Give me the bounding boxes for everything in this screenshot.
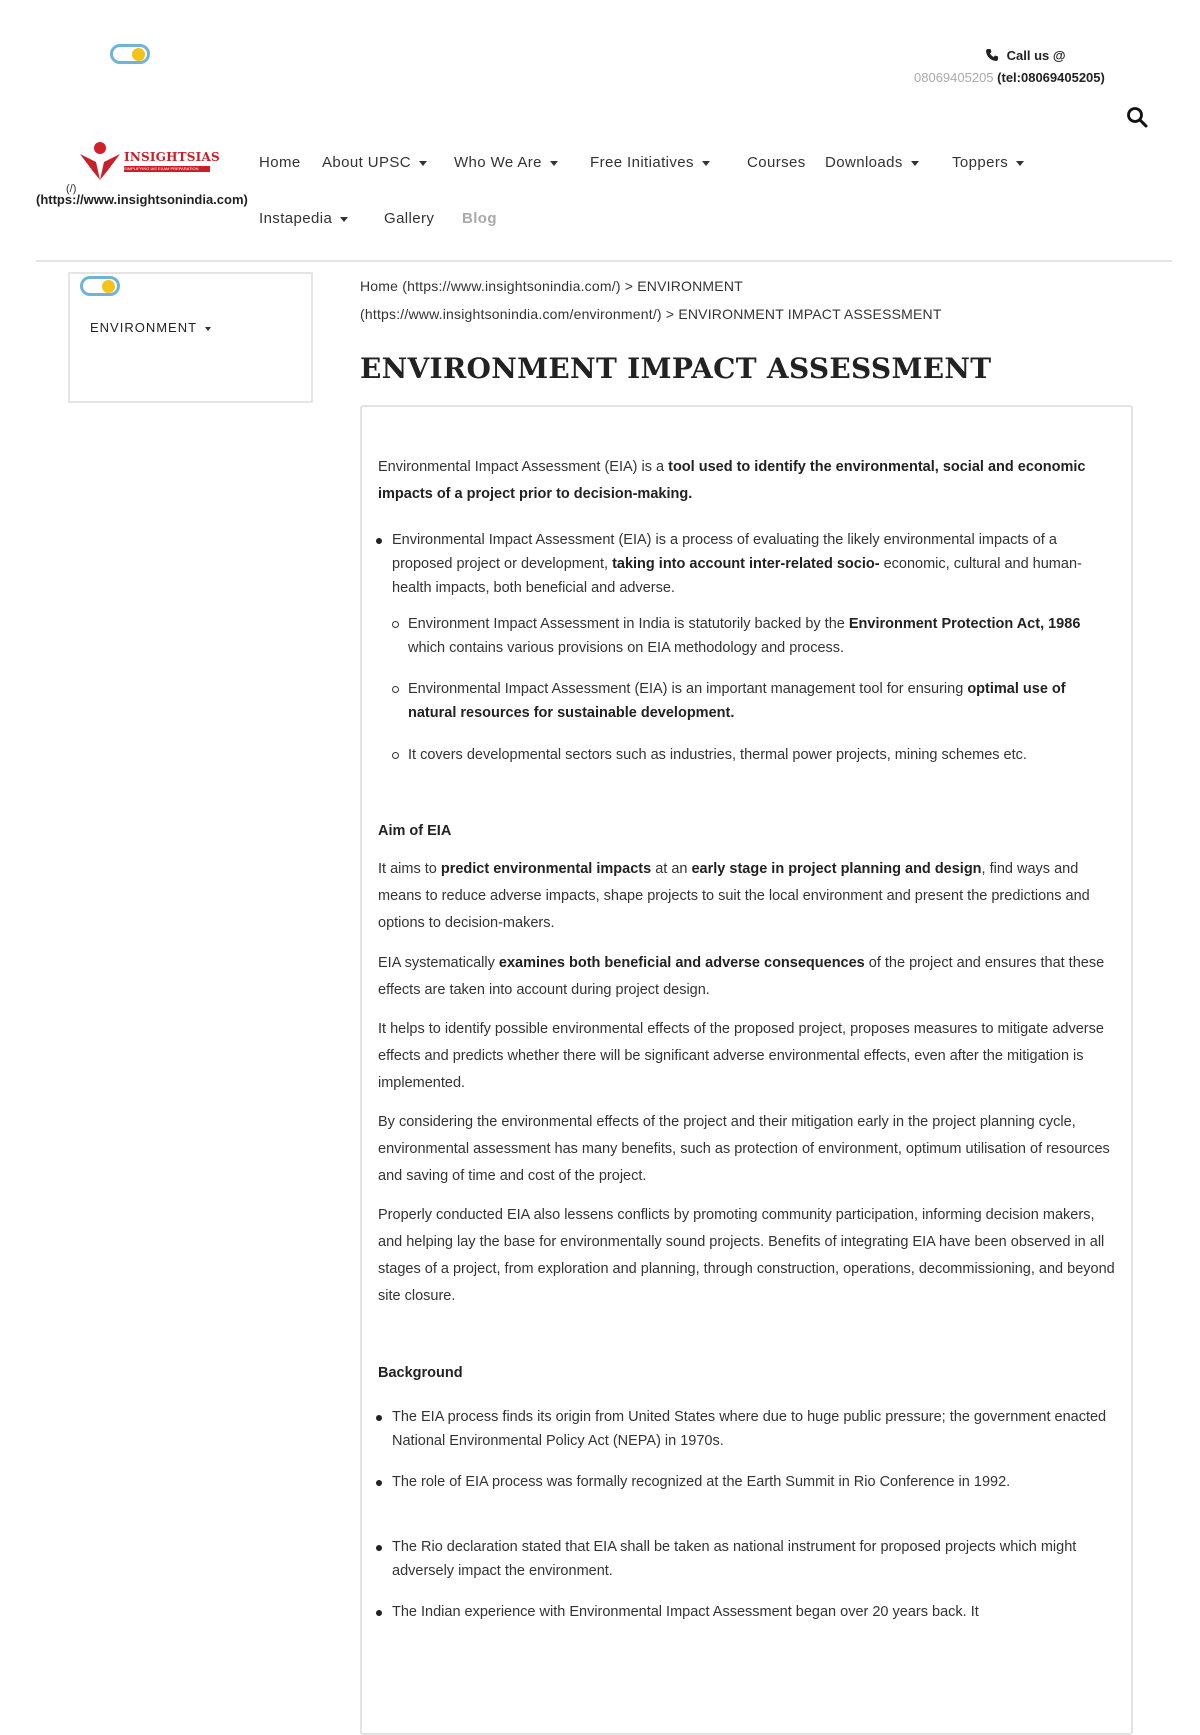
nav-about-upsc-label: About UPSC <box>322 154 412 171</box>
breadcrumb-line-1[interactable]: Home (https://www.insightsonindia.com/) > ENVIRONMENT <box>360 278 743 294</box>
list-item: The EIA process finds its origin from United States where due to huge public pressure; the government enacted National Environmental Policy Act (NEPA) in 1970s. <box>392 1405 1116 1453</box>
s1-text-a: Environment Impact Assessment in India is statutorily backed by the <box>408 616 849 632</box>
aim-text-a: It aims to <box>378 861 441 877</box>
phone-number[interactable]: 08069405205 <box>914 70 994 85</box>
s2-bold: optimal use of natural resources for sustainable development. <box>408 681 1066 721</box>
sidebar-item-environment[interactable] <box>90 320 211 335</box>
toggle-knob <box>102 280 115 293</box>
chevron-down-icon <box>550 161 558 166</box>
call-us <box>985 48 1066 63</box>
nav-free-initiatives-label: Free Initiatives <box>590 154 694 171</box>
sub-list-item <box>408 612 1116 660</box>
nav-instapedia-label: Instapedia <box>259 210 333 227</box>
chevron-down-icon <box>340 217 348 222</box>
phone-icon <box>985 48 999 62</box>
paragraph: Properly conducted EIA also lessens conflicts by promoting community participation, informing decision makers, and helping lay the base for environmentally sound projects. Benefits of integrating EIA have been observed in all stages of a project, from exploration and planning, through construction, operations, decommissioning, and beyond site closure. <box>378 1207 1115 1304</box>
b1-text-c: economic, cultural and human-health impacts, both beneficial and adverse. <box>392 556 1082 596</box>
phone-link[interactable]: (tel:08069405205) <box>997 70 1105 85</box>
nav-courses-label: Courses <box>747 154 806 171</box>
logo[interactable] <box>78 140 220 182</box>
nav-instapedia[interactable] <box>259 210 348 227</box>
paragraph: It helps to identify possible environmental effects of the proposed project, proposes measures to mitigate adverse effects and predicts whether there will be significant adverse environmental effects, even after the mitigation is implemented. <box>378 1021 1104 1091</box>
toggle-knob <box>132 48 145 61</box>
chevron-down-icon <box>205 327 211 331</box>
chevron-down-icon <box>702 161 710 166</box>
phone-line[interactable] <box>914 70 1105 85</box>
nav-downloads-label: Downloads <box>825 154 903 171</box>
breadcrumb-line-2[interactable]: (https://www.insightsonindia.com/environment/) > ENVIRONMENT IMPACT ASSESSMENT <box>360 306 942 322</box>
intro-bold: tool used to identify the environmental, social and economic impacts of a project prior to decision-making. <box>378 459 1086 502</box>
nav-free-initiatives[interactable] <box>590 154 710 171</box>
logo-slash-text[interactable]: (/) <box>66 183 77 195</box>
s2-text-a: Environmental Impact Assessment (EIA) is an important management tool for ensuring <box>408 681 968 697</box>
call-label: Call us @ <box>1006 48 1066 63</box>
sub-list-item <box>408 743 1116 767</box>
nav-courses[interactable] <box>747 154 806 171</box>
sub-list-item <box>408 677 1116 725</box>
list-item <box>392 528 1116 600</box>
chevron-down-icon <box>419 161 427 166</box>
nav-who-we-are[interactable] <box>454 154 558 171</box>
p2-bold: examines both beneficial and adverse consequences <box>498 955 865 971</box>
sidebar-item-label: ENVIRONMENT <box>90 320 198 335</box>
chevron-down-icon <box>1016 161 1024 166</box>
sidebar-toggle[interactable] <box>80 276 120 296</box>
nav-who-we-are-label: Who We Are <box>454 154 542 171</box>
nav-gallery-label: Gallery <box>384 210 435 227</box>
logo-figure-icon <box>78 140 122 182</box>
s1-bold: Environment Protection Act, 1986 <box>848 616 1081 632</box>
s1-text-c: which contains various provisions on EIA methodology and process. <box>408 640 845 656</box>
aim-text-c: at an <box>651 861 692 877</box>
sidebar <box>68 272 313 403</box>
b1-bold: taking into account inter-related socio- <box>612 556 880 572</box>
aim-paragraph <box>378 856 1118 937</box>
nav-downloads[interactable] <box>825 154 919 171</box>
intro-paragraph <box>378 454 1118 508</box>
aim-bold-2: early stage in project planning and design <box>691 861 982 877</box>
background-heading: Background <box>378 1365 463 1381</box>
paragraph <box>378 950 1118 1004</box>
aim-heading: Aim of EIA <box>378 823 452 839</box>
nav-blog[interactable] <box>462 210 497 227</box>
nav-toppers[interactable] <box>952 154 1024 171</box>
paragraph: By considering the environmental effects of the project and their mitigation early in the project planning cycle, environmental assessment has many benefits, such as protection of environment, optimum utilisation of resources and saving of time and cost of the project. <box>378 1114 1110 1184</box>
header-divider <box>36 260 1172 262</box>
nav-toppers-label: Toppers <box>952 154 1009 171</box>
theme-toggle[interactable] <box>110 44 150 64</box>
s3-text: It covers developmental sectors such as industries, thermal power projects, mining schemes etc. <box>408 747 1027 763</box>
nav-blog-label: Blog <box>462 210 497 227</box>
nav-home[interactable] <box>259 154 301 171</box>
p2-text-c: of the project and ensures that these effects are taken into account during project design. <box>378 955 1105 998</box>
nav-gallery[interactable] <box>384 210 434 227</box>
nav-about-upsc[interactable] <box>322 154 427 171</box>
aim-bold-1: predict environmental impacts <box>440 861 652 877</box>
list-item: The Indian experience with Environmental Impact Assessment began over 20 years back. It <box>392 1600 1116 1624</box>
nav-home-label: Home <box>259 154 301 171</box>
list-item: The role of EIA process was formally recognized at the Earth Summit in Rio Conference in 1992. <box>392 1470 1116 1494</box>
aim-text-e: , find ways and means to reduce adverse impacts, shape projects to suit the local environment and present the predictions and options to decision-makers. <box>378 861 1090 931</box>
intro-text: Environmental Impact Assessment (EIA) is a <box>378 459 669 475</box>
chevron-down-icon <box>911 161 919 166</box>
list-item: The Rio declaration stated that EIA shall be taken as national instrument for proposed projects which might adversely impact the environment. <box>392 1535 1116 1583</box>
b1-text-a: Environmental Impact Assessment (EIA) is a process of evaluating the likely environmental impacts of a proposed project or development, <box>392 532 1057 572</box>
logo-name: INSIGHTSIAS <box>124 150 220 164</box>
search-icon[interactable] <box>1126 106 1148 128</box>
p2-text-a: EIA systematically <box>378 955 499 971</box>
logo-url[interactable]: (https://www.insightsonindia.com) <box>36 192 248 207</box>
logo-tagline: SIMPLIFYING IAS EXAM PREPARATION <box>124 166 210 172</box>
page-title: ENVIRONMENT IMPACT ASSESSMENT <box>360 352 992 385</box>
